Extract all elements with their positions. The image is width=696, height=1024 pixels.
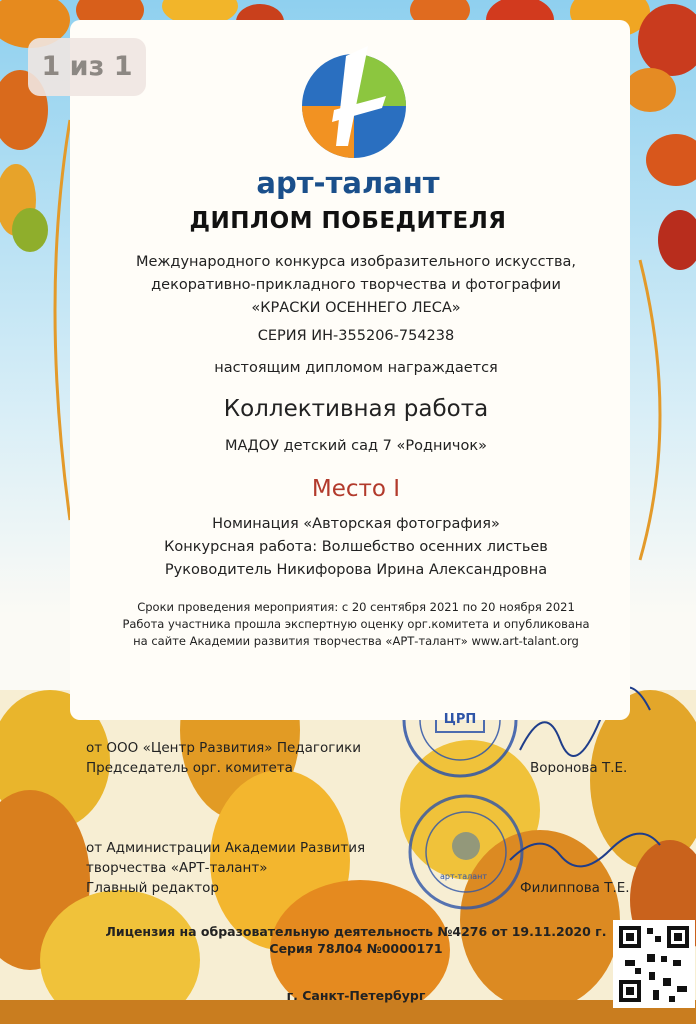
qr-code-icon[interactable] [613,920,695,1008]
awarded-text: настоящим дипломом награждается [214,360,498,376]
stamp2-text: арт-талант [440,872,487,881]
organization: МАДОУ детский сад 7 «Родничок» [224,438,487,454]
nomination: Номинация «Авторская фотография» [212,516,500,532]
signer2-org-2: творчества «АРТ-талант» [86,860,268,876]
contest-line-1: Международного конкурса изобразительного искусства, [135,254,577,270]
review-line-2: на сайте Академии развития творчества «АРТ-талант» www.art-talant.org [133,634,579,648]
contest-work: Конкурсная работа: Волшебство осенних листьев [164,539,548,555]
art-talant-logo-icon [298,36,410,174]
place: Место I [311,476,401,502]
recipient: Коллективная работа [223,396,489,422]
license-line-1: Лицензия на образовательную деятельность №4276 от 19.11.2020 г. [105,924,607,939]
signer1-org: от ООО «Центр Развития» Педагогики [86,740,362,756]
license-line-2: Серия 78Л04 №0000171 [269,941,443,956]
signer2-name: Филиппова Т.Е. [520,880,630,896]
review-line-1: Работа участника прошла экспертную оценку орг.комитета и опубликована [122,617,590,631]
page-counter: 1 из 1 [28,38,146,96]
signer1-name: Воронова Т.Е. [530,760,628,776]
contest-line-3: «КРАСКИ ОСЕННЕГО ЛЕСА» [251,300,461,316]
contest-line-2: декоративно-прикладного творчества и фотографии [151,277,561,293]
supervisor: Руководитель Никифорова Ирина Александровна [164,562,548,578]
diploma-title: ДИПЛОМ ПОБЕДИТЕЛЯ [189,208,507,234]
signer2-org: от Администрации Академии Развития [86,840,366,856]
event-dates: Сроки проведения мероприятия: с 20 сентября 2021 по 20 ноября 2021 [137,600,575,614]
brand-name: арт-талант [256,166,440,200]
stamp1-text: ЦРП [443,712,477,727]
signer2-role: Главный редактор [86,880,219,896]
signer1-role: Председатель орг. комитета [86,760,293,776]
city: г. Санкт-Петербург [286,988,426,1003]
series-number: СЕРИЯ ИН-355206-754238 [257,328,455,344]
